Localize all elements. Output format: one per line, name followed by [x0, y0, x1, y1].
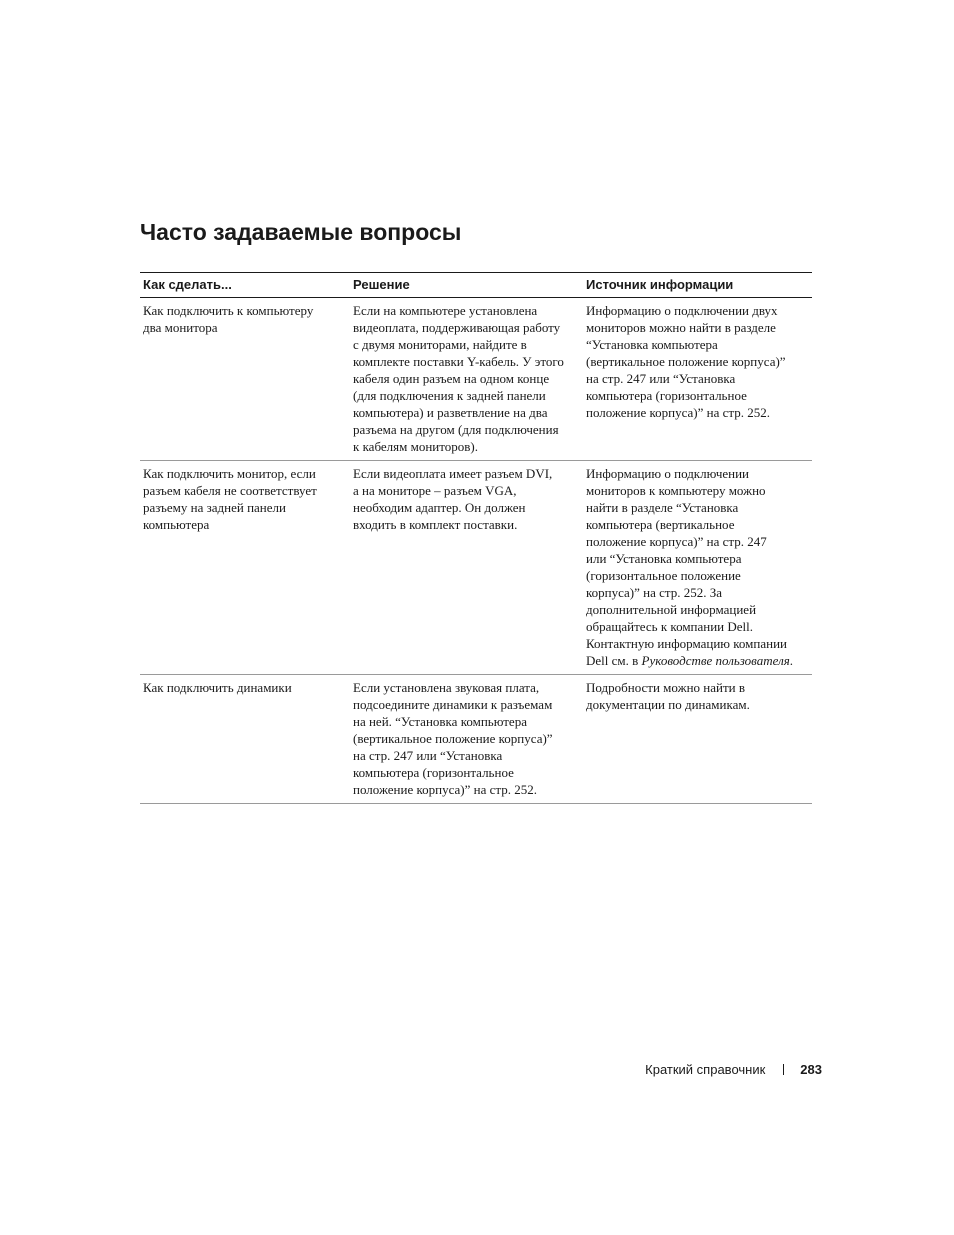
table-header-row: [140, 273, 812, 298]
user-guide-reference: Руководстве пользователя: [641, 653, 790, 668]
source-cell: Информацию о подключении двух мониторов можно найти в разделе “Установка компьютера (вертикальное положение корпуса)” на стр. 247 или “Установка компьютера (горизонтальное положение корпуса)” на стр. 252.: [583, 298, 812, 461]
solution-cell: Если установлена звуковая плата, подсоедините динамики к разъемам на ней. “Установка компьютера (вертикальное положение корпуса)” на стр. 247 или “Установка компьютера (горизонтальное положение корпуса)” на стр. 252.: [350, 675, 583, 804]
task-cell: Как подключить к компьютеру два монитора: [140, 298, 350, 461]
task-cell: Как подключить динамики: [140, 675, 350, 804]
source-last-line: Dell см. в Руководстве пользователя.: [586, 653, 794, 668]
table-row: [140, 461, 812, 675]
source-cell: Информацию о подключении мониторов к компьютеру можно найти в разделе “Установка компьютера (вертикальное положение корпуса)” на стр. 247 или “Установка компьютера (горизонтальное положение корпуса)” на стр. 252. За дополнительной информацией обращайтесь к компании Dell. Контактную информацию компании Dell см. в Руководстве пользователя.: [583, 461, 812, 675]
footer-section-title: Краткий справочник: [645, 1062, 766, 1077]
table-row: [140, 298, 812, 461]
faq-table: [140, 272, 812, 804]
column-header-source: Источник информации: [583, 273, 812, 298]
solution-cell: Если на компьютере установлена видеоплата, поддерживающая работу с двумя мониторами, найдите в комплекте поставки Y-кабель. У этого кабеля один разъем на одном конце (для подключения к задней панели компьютера) и разветвление на два разъема на другом (для подключения к кабелям мониторов).: [350, 298, 583, 461]
table-row: [140, 675, 812, 804]
solution-cell: Если видеоплата имеет разъем DVI, а на мониторе – разъем VGA, необходим адаптер. Он должен входить в комплект поставки.: [350, 461, 583, 675]
page-number: 283: [800, 1062, 822, 1077]
footer-divider: [783, 1064, 784, 1075]
task-cell: Как подключить монитор, если разъем кабеля не соответствует разъему на задней панели компьютера: [140, 461, 350, 675]
page-footer: [560, 1062, 822, 1078]
source-cell: Подробности можно найти в документации по динамикам.: [583, 675, 812, 804]
column-header-solution: Решение: [350, 273, 583, 298]
column-header-task: Как сделать...: [140, 273, 350, 298]
page-title: Часто задаваемые вопросы: [140, 219, 462, 245]
